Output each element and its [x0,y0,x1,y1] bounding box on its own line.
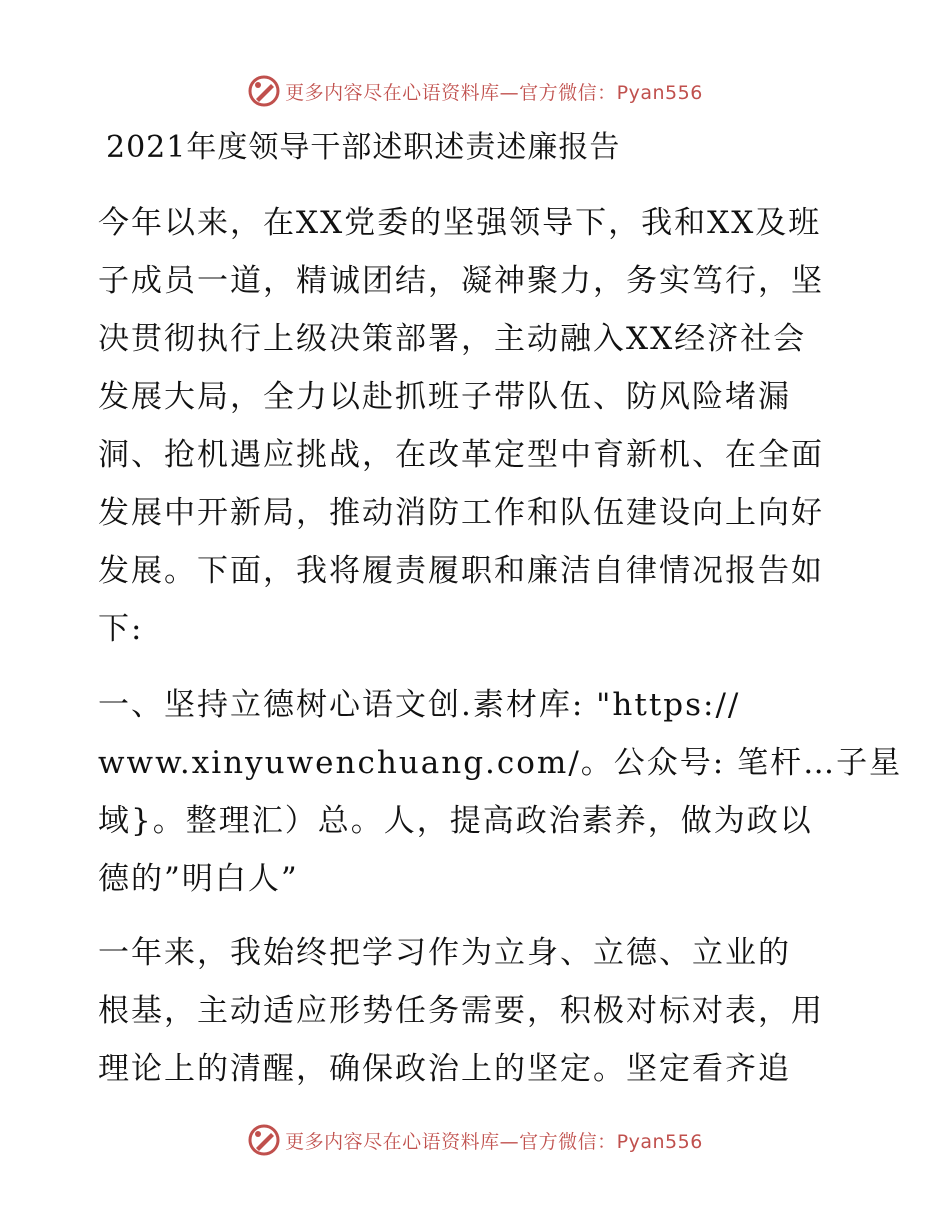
logo-icon [247,74,281,108]
text-line: 一年来，我始终把学习作为立身、立德、立业的 [98,935,791,971]
text-line: 域}。整理汇）总。人，提高政治素养，做为政以 [98,803,813,839]
paragraph-section-heading [98,676,903,908]
text-line: 理论上的清醒，确保政治上的坚定。坚定看齐追 [98,1051,791,1087]
paragraph-intro [98,194,858,658]
text-line: 德的”明白人” [98,861,299,897]
watermark-text: 更多内容尽在心语资料库—官方微信：Pyan556 [285,81,703,104]
text-line: 下: [98,611,144,647]
text-line: www.xinyuwenchuang.com/。公众号: 笔杆…子星 [98,745,903,781]
watermark-text: 更多内容尽在心语资料库—官方微信：Pyan556 [285,1130,703,1153]
text-line: 今年以来，在XX党委的坚强领导下，我和XX及班 [98,205,822,241]
text-line: 决贯彻执行上级决策部署，主动融入XX经济社会 [98,321,807,357]
text-line: 一、坚持立德树心语文创.素材库: "https:// [98,687,741,723]
document-title: 2021年度领导干部述职述责述廉报告 [106,130,621,165]
text-line: 洞、抢机遇应挑战，在改革定型中育新机、在全面 [98,437,824,473]
header-watermark [0,74,950,108]
text-line: 发展大局，全力以赴抓班子带队伍、防风险堵漏 [98,379,791,415]
text-line: 子成员一道，精诚团结，凝神聚力，务实笃行，坚 [98,263,824,299]
logo-icon [247,1123,281,1157]
text-line: 发展中开新局，推动消防工作和队伍建设向上向好 [98,495,824,531]
text-line: 根基，主动适应形势任务需要，积极对标对表，用 [98,993,824,1029]
paragraph-body [98,924,858,1098]
text-line: 发展。下面，我将履责履职和廉洁自律情况报告如 [98,553,824,589]
footer-watermark [0,1123,950,1157]
